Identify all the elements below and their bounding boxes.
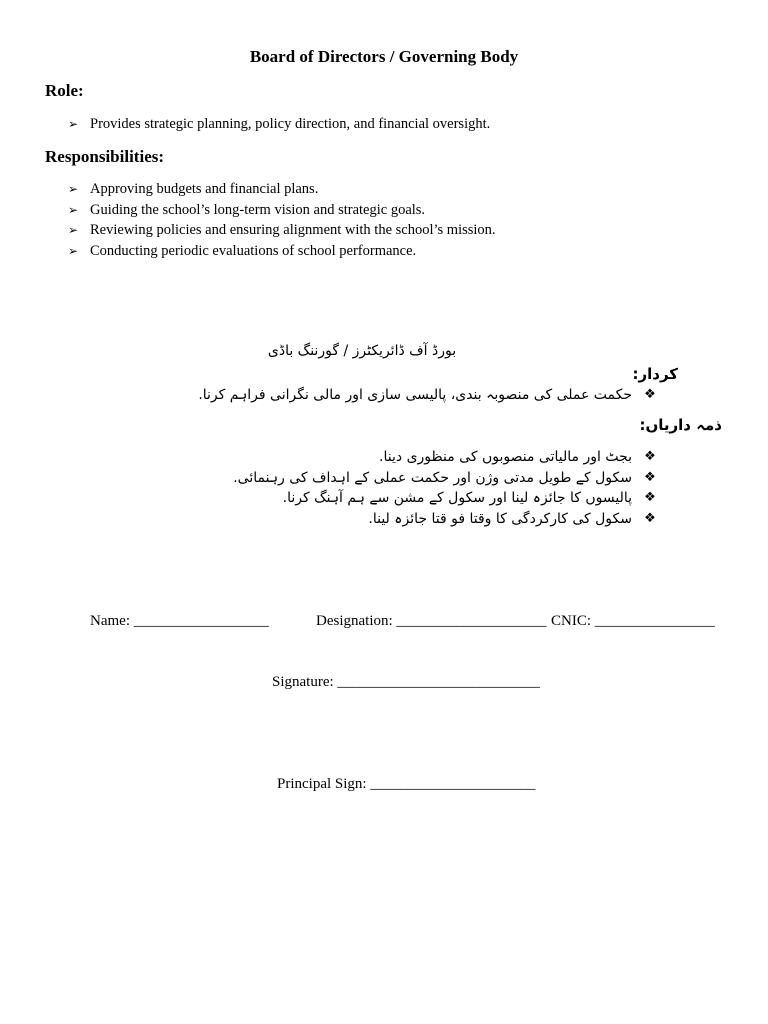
list-item-text: Conducting periodic evaluations of school performance. [90,242,417,259]
urdu-responsibilities-heading: ذمہ داریاں: [639,416,722,434]
diamond-bullet-icon: ❖ [644,449,656,464]
diamond-bullet-icon: ❖ [644,469,656,485]
list-item-text: Guiding the school’s long-term vision and strategic goals. [90,201,426,218]
urdu-role-list [198,385,668,406]
list-item [233,447,668,468]
arrow-bullet-icon: ➢ [68,243,79,258]
list-item [68,179,496,200]
diamond-bullet-icon: ❖ [644,387,656,402]
principal-sign-field: Principal Sign: ______________________ [277,776,536,792]
arrow-bullet-icon: ➢ [68,182,79,196]
urdu-role-heading: کردار: [632,365,678,383]
list-item-text: حکمت عملی کی منصوبہ بندی، پالیسی سازی اور مالی نگرانی فراہم کرنا. [198,387,632,403]
name-field: Name: __________________ [90,613,269,629]
list-item [68,241,496,262]
urdu-title: بورڈ آف ڈائریکٹرز / گورننگ باڈی [267,343,457,359]
list-item-text: Approving budgets and financial plans. [90,181,319,197]
urdu-responsibilities-list [233,447,668,529]
list-item [233,488,668,509]
list-item [68,200,496,221]
arrow-bullet-icon: ➢ [68,117,79,131]
list-item [68,114,490,135]
role-heading: Role: [45,81,84,100]
diamond-bullet-icon: ❖ [644,490,656,505]
designation-field: Designation: ____________________ [316,613,547,629]
list-item [198,385,668,406]
signature-field: Signature: ___________________________ [272,674,540,690]
list-item-text: سکول کے طویل مدتی وژن اور حکمت عملی کے اہداف کی رہنمائی. [233,469,632,486]
list-item-text: بجٹ اور مالیاتی منصوبوں کی منظوری دینا. [379,449,632,465]
list-item-text: Reviewing policies and ensuring alignment with the school’s mission. [90,222,496,238]
list-item [233,468,668,489]
list-item [233,509,668,530]
cnic-field: CNIC: ________________ [551,613,715,629]
arrow-bullet-icon: ➢ [68,202,79,217]
list-item [68,220,496,241]
diamond-bullet-icon: ❖ [644,510,656,526]
list-item-text: Provides strategic planning, policy direction, and financial oversight. [90,116,491,132]
responsibilities-heading: Responsibilities: [45,147,165,166]
list-item-text: سکول کی کارکردگی کا وقتا فو قتا جائزہ لینا. [368,510,632,527]
role-list [68,114,490,135]
document-title: Board of Directors / Governing Body [249,47,519,66]
list-item-text: پالیسوں کا جائزہ لینا اور سکول کے مشن سے ہم آہنگ کرنا. [282,490,632,506]
responsibilities-list [68,179,496,261]
arrow-bullet-icon: ➢ [68,223,79,237]
